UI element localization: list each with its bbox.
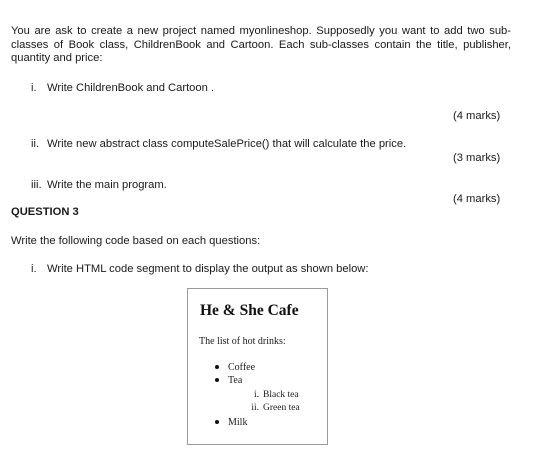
- sublist-number: ii.: [251, 403, 259, 413]
- tea-sublist-item: [245, 390, 299, 401]
- question-3-instruction: Write the following code based on each questions:: [11, 235, 261, 247]
- sublist-number: i.: [253, 390, 259, 400]
- cafe-title: He & She Cafe: [200, 302, 299, 319]
- item-number: i.: [31, 82, 37, 94]
- question-3-heading: QUESTION 3: [11, 206, 79, 218]
- marks-label: (4 marks): [453, 193, 501, 205]
- bullet-icon: [215, 420, 219, 424]
- list-item-text: Tea: [228, 375, 243, 386]
- item-number: ii.: [31, 138, 40, 150]
- marks-label: (4 marks): [453, 110, 501, 122]
- sublist-text: Black tea: [263, 390, 299, 400]
- sample-output-box: [187, 288, 328, 445]
- question-3-item-i: [31, 263, 369, 276]
- item-text: Write HTML code segment to display the output as shown below:: [47, 263, 369, 275]
- item-number: iii.: [31, 179, 42, 191]
- question-item-ii: [31, 138, 406, 151]
- item-number: i.: [31, 263, 37, 275]
- list-item-text: Milk: [228, 417, 248, 428]
- marks-label: (3 marks): [453, 152, 501, 164]
- list-item-text: Coffee: [228, 362, 256, 373]
- bullet-icon: [215, 365, 219, 369]
- tea-sublist-item: [245, 403, 300, 414]
- cafe-intro-text: The list of hot drinks:: [199, 336, 286, 347]
- list-item: [228, 417, 247, 428]
- item-text: Write the main program.: [47, 179, 167, 191]
- list-item: [228, 362, 255, 373]
- question-item-i: [31, 82, 214, 95]
- question-intro-paragraph: You are ask to create a new project named myonlineshop. Supposedly you want to add two sub-classes of Book class, ChildrenBook and Cartoon. Each sub-classes contain the title, publisher, quantity and price:: [11, 25, 511, 65]
- sublist-text: Green tea: [263, 403, 300, 413]
- item-text: Write ChildrenBook and Cartoon .: [47, 82, 215, 94]
- question-item-iii: [31, 179, 167, 192]
- item-text: Write new abstract class computeSalePrice() that will calculate the price.: [47, 138, 407, 150]
- bullet-icon: [215, 378, 219, 382]
- list-item: [228, 375, 242, 386]
